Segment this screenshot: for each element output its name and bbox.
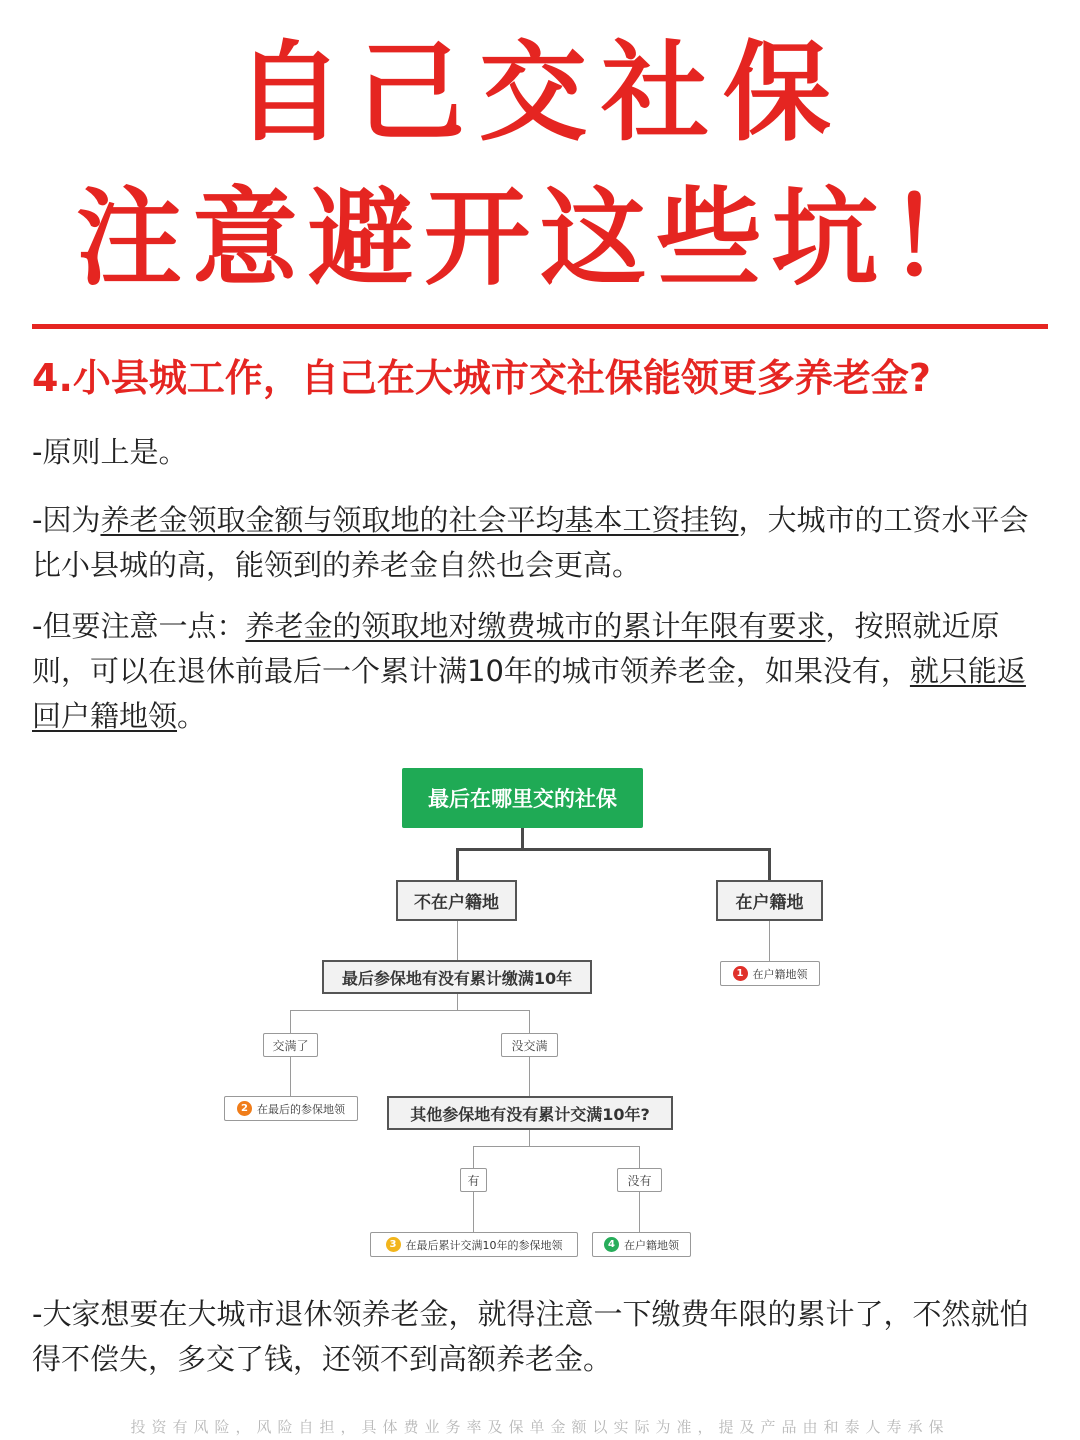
flow-node-question-2: 其他参保地有没有累计交满10年? bbox=[387, 1096, 673, 1130]
connector-tag-paid-to-leaf2 bbox=[290, 1056, 291, 1096]
flow-tag-paid: 交满了 bbox=[263, 1033, 318, 1057]
connector-to-tag-yes bbox=[473, 1146, 474, 1169]
flow-node-hukou: 在户籍地 bbox=[716, 880, 823, 921]
paragraph-3-prefix: -但要注意一点： bbox=[32, 609, 246, 643]
connector-tag-yes-to-leaf3 bbox=[473, 1191, 474, 1232]
paragraph-2-suffix: ，大城市的工资水平会比小县城的高，能领到的养老金自然也会更高。 bbox=[32, 503, 1029, 582]
connector-right-branch-to-leaf1 bbox=[769, 920, 770, 962]
leaf-1-label: 在户籍地领 bbox=[752, 967, 808, 981]
flow-tag-not-paid: 没交满 bbox=[501, 1033, 558, 1057]
footer-disclaimer: 投资有风险，风险自担，具体费业务率及保单金额以实际为准，提及产品由和泰人寿承保 bbox=[130, 1418, 950, 1436]
flow-root-node: 最后在哪里交的社保 bbox=[402, 768, 643, 828]
flow-node-question-1: 最后参保地有没有累计缴满10年 bbox=[322, 960, 592, 994]
paragraph-1-text: -原则上是。 bbox=[32, 435, 188, 469]
leaf-1-number-badge: 1 bbox=[733, 966, 748, 981]
connector-q1-down bbox=[457, 992, 458, 1010]
flow-leaf-3 bbox=[370, 1232, 578, 1257]
connector-to-tag-not-paid bbox=[529, 1010, 530, 1033]
leaf-3-number-badge: 3 bbox=[386, 1237, 401, 1252]
page-title-line-1: 自己交社保 bbox=[234, 31, 845, 156]
connector-to-tag-paid bbox=[290, 1010, 291, 1033]
connector-q2-down bbox=[529, 1128, 530, 1146]
section-heading: 4.小县城工作，自己在大城市交社保能领更多养老金? bbox=[32, 356, 931, 400]
flow-node-not-hukou: 不在户籍地 bbox=[396, 880, 517, 921]
paragraph-3-middle: ，按照就近原则，可以在退休前最后一个累计满10年的城市领养老金，如果没有， bbox=[32, 609, 1000, 688]
connector-tag-no-to-leaf4 bbox=[639, 1191, 640, 1232]
title-divider bbox=[32, 324, 1048, 329]
leaf-2-number-badge: 2 bbox=[237, 1101, 252, 1116]
connector-q1-bar bbox=[290, 1010, 530, 1011]
flow-tag-no: 没有 bbox=[617, 1168, 662, 1192]
paragraph-2-underlined: 养老金领取金额与领取地的社会平均基本工资挂钩 bbox=[100, 503, 739, 537]
paragraph-2 bbox=[32, 498, 1042, 588]
connector-to-tag-no bbox=[639, 1146, 640, 1169]
flow-tag-yes: 有 bbox=[460, 1168, 487, 1192]
leaf-2-label: 在最后的参保地领 bbox=[257, 1102, 345, 1116]
connector-tag-not-paid-to-q2 bbox=[529, 1056, 530, 1096]
flow-leaf-1 bbox=[720, 961, 820, 986]
connector-to-left-branch bbox=[456, 848, 459, 882]
paragraph-4-text: -大家想要在大城市退休领养老金，就得注意一下缴费年限的累计了，不然就怕得不偿失，多交了钱，还领不到高额养老金。 bbox=[32, 1297, 1029, 1376]
connector-root-bar bbox=[456, 848, 771, 851]
leaf-3-label: 在最后累计交满10年的参保地领 bbox=[405, 1238, 563, 1252]
paragraph-3-suffix: 。 bbox=[177, 699, 207, 733]
leaf-4-number-badge: 4 bbox=[604, 1237, 619, 1252]
paragraph-4 bbox=[32, 1292, 1042, 1382]
flow-leaf-2 bbox=[224, 1096, 358, 1121]
connector-to-right-branch bbox=[768, 848, 771, 882]
flow-leaf-4 bbox=[592, 1232, 691, 1257]
page-title-line-2: 注意避开这些坑！ bbox=[76, 177, 1004, 300]
paragraph-3 bbox=[32, 604, 1042, 739]
leaf-4-label: 在户籍地领 bbox=[624, 1238, 679, 1252]
connector-left-branch-to-q1 bbox=[457, 920, 458, 960]
paragraph-3-underlined-1: 养老金的领取地对缴费城市的累计年限有要求 bbox=[245, 609, 826, 643]
connector-q2-bar bbox=[473, 1146, 640, 1147]
paragraph-2-prefix: -因为 bbox=[32, 503, 101, 537]
paragraph-1 bbox=[32, 430, 1042, 475]
connector-root-down bbox=[521, 826, 524, 850]
paragraph-3-underlined-2: 就只能返回户籍地领 bbox=[32, 654, 1026, 733]
